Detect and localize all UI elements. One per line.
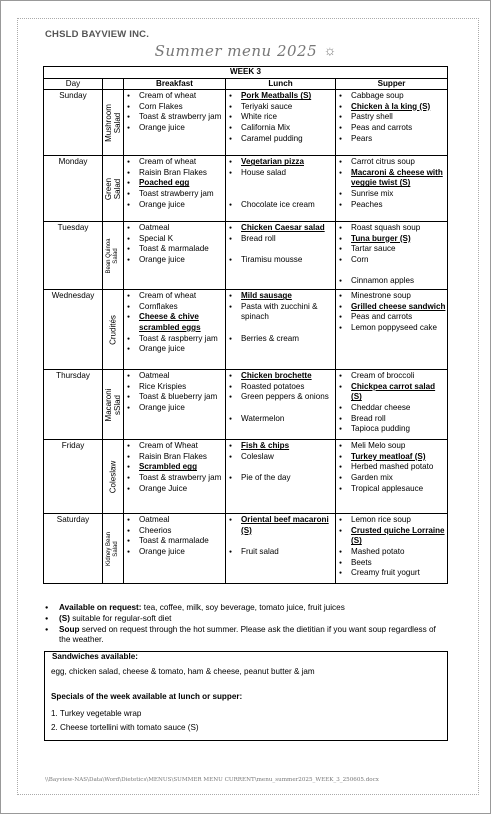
breakfast-item: ● Cream of Wheat bbox=[125, 441, 225, 452]
lunch-item: ● Roasted potatoes bbox=[227, 382, 335, 393]
day-name: Sunday bbox=[44, 90, 103, 156]
breakfast-item: ● Raisin Bran Flakes bbox=[125, 452, 225, 463]
supper-cell bbox=[336, 156, 448, 222]
breakfast-item: ● Orange juice bbox=[125, 344, 225, 355]
lunch-item: ● Coleslaw bbox=[227, 452, 335, 463]
supper-item: ● Beets bbox=[337, 558, 447, 569]
salad-of-day bbox=[109, 460, 118, 492]
lunch-item: ● Chocolate ice cream bbox=[227, 200, 335, 211]
lunch-item: ● Vegetarian pizza bbox=[227, 157, 335, 168]
menu-row-sunday bbox=[44, 90, 448, 156]
salad-line: Bean Quinoa bbox=[106, 238, 112, 274]
lunch-item: ● Fish & chips bbox=[227, 441, 335, 452]
breakfast-item: ● Oatmeal bbox=[125, 515, 225, 526]
salad-of-day bbox=[104, 388, 122, 421]
supper-item: ● Carrot citrus soup bbox=[337, 157, 447, 168]
supper-item: ● Garden mix bbox=[337, 473, 447, 484]
blank-line bbox=[227, 189, 335, 200]
supper-item: ● Tropical applesauce bbox=[337, 484, 447, 495]
day-name: Wednesday bbox=[44, 290, 103, 370]
salad-line: Macaroni bbox=[104, 388, 113, 422]
breakfast-cell bbox=[124, 222, 226, 290]
lunch-items bbox=[226, 370, 335, 424]
lunch-item: ● Teriyaki sauce bbox=[227, 102, 335, 113]
supper-items bbox=[336, 370, 447, 435]
breakfast-item: ● Toast & strawberry jam bbox=[125, 112, 225, 123]
day-name: Friday bbox=[44, 440, 103, 514]
lunch-item: ● California Mix bbox=[227, 123, 335, 134]
organization-name: CHSLD BAYVIEW INC. bbox=[45, 29, 150, 40]
col-supper: Supper bbox=[336, 78, 448, 90]
lunch-item: ● Bread roll bbox=[227, 234, 335, 245]
breakfast-item: ● Toast & marmalade bbox=[125, 536, 225, 547]
blank-line bbox=[227, 323, 335, 334]
salad-of-day bbox=[104, 178, 122, 200]
salad-cell bbox=[103, 514, 124, 584]
day-name: Saturday bbox=[44, 514, 103, 584]
salad-of-day bbox=[109, 315, 118, 345]
week-label: WEEK 3 bbox=[44, 67, 448, 79]
supper-item: ● Sunrise mix bbox=[337, 189, 447, 200]
lunch-items bbox=[226, 90, 335, 144]
breakfast-item: ● Cornflakes bbox=[125, 302, 225, 313]
breakfast-item: ● Toast & strawberry jam bbox=[125, 473, 225, 484]
salad-line: Mushroom bbox=[104, 103, 113, 142]
breakfast-item: ● Orange Juice bbox=[125, 484, 225, 495]
breakfast-items bbox=[124, 440, 225, 494]
sandwiches-title: Sandwiches available: bbox=[52, 652, 138, 661]
breakfast-cell bbox=[124, 514, 226, 584]
supper-item: ● Pears bbox=[337, 134, 447, 145]
supper-item: ● Cinnamon apples bbox=[337, 276, 447, 287]
col-breakfast: Breakfast bbox=[124, 78, 226, 90]
supper-items bbox=[336, 290, 447, 333]
breakfast-item: ● Cream of wheat bbox=[125, 157, 225, 168]
lunch-item: ● Fruit salad bbox=[227, 547, 335, 558]
supper-item: ● Cream of broccoli bbox=[337, 371, 447, 382]
supper-item: ● Lemon poppyseed cake bbox=[337, 323, 447, 334]
column-header-row bbox=[44, 78, 448, 90]
salad-line: Crudités bbox=[108, 314, 118, 345]
salad-line: Coleslaw bbox=[108, 460, 118, 493]
menu-row-monday bbox=[44, 156, 448, 222]
lunch-item: ● Pasta with zucchini & spinach bbox=[227, 302, 335, 323]
supper-items bbox=[336, 222, 447, 287]
lunch-item: ● Oriental beef macaroni (S) bbox=[227, 515, 335, 536]
supper-cell bbox=[336, 514, 448, 584]
supper-item: ● Meli Melo soup bbox=[337, 441, 447, 452]
breakfast-item: ● Scrambled egg bbox=[125, 462, 225, 473]
breakfast-item: ● Toast & marmalade bbox=[125, 244, 225, 255]
col-day: Day bbox=[44, 78, 103, 90]
menu-title: Summer menu 2025 bbox=[154, 42, 318, 60]
breakfast-item: ● Orange juice bbox=[125, 200, 225, 211]
breakfast-items bbox=[124, 222, 225, 265]
lunch-cell bbox=[226, 370, 336, 440]
supper-items bbox=[336, 90, 447, 144]
lunch-items bbox=[226, 222, 335, 265]
supper-item: ● Cabbage soup bbox=[337, 91, 447, 102]
lunch-item: ● Chicken brochette bbox=[227, 371, 335, 382]
lunch-cell bbox=[226, 440, 336, 514]
breakfast-item: ● Cheese & chive scrambled eggs bbox=[125, 312, 225, 333]
breakfast-item: ● Corn Flakes bbox=[125, 102, 225, 113]
supper-item: ● Chicken à la king (S) bbox=[337, 102, 447, 113]
week-header-row bbox=[44, 67, 448, 79]
supper-item: ● Herbed mashed potato bbox=[337, 462, 447, 473]
breakfast-item: ● Orange juice bbox=[125, 123, 225, 134]
lunch-item: ● Pie of the day bbox=[227, 473, 335, 484]
lunch-cell bbox=[226, 514, 336, 584]
breakfast-item: ● Special K bbox=[125, 234, 225, 245]
lunch-item: ● Tiramisu mousse bbox=[227, 255, 335, 266]
salad-line: sSlad bbox=[113, 394, 122, 415]
note-soup: ● Soup served on request through the hot summer. Please ask the dietitian if you want soup regardless of the weather. bbox=[44, 625, 448, 647]
blank-line bbox=[227, 536, 335, 547]
supper-item: ● Cheddar cheese bbox=[337, 403, 447, 414]
title-row bbox=[0, 42, 491, 61]
salad-cell bbox=[103, 222, 124, 290]
day-name: Tuesday bbox=[44, 222, 103, 290]
lunch-cell bbox=[226, 222, 336, 290]
lunch-cell bbox=[226, 156, 336, 222]
supper-item: ● Lemon rice soup bbox=[337, 515, 447, 526]
supper-items bbox=[336, 514, 447, 579]
menu-row-saturday bbox=[44, 514, 448, 584]
menu-row-thursday bbox=[44, 370, 448, 440]
supper-item: ● Turkey meatloaf (S) bbox=[337, 452, 447, 463]
supper-item: ● Minestrone soup bbox=[337, 291, 447, 302]
salad-line: Salad bbox=[113, 541, 119, 557]
supper-item: ● Macaroni & cheese with veggie twist (S) bbox=[337, 168, 447, 189]
supper-cell bbox=[336, 222, 448, 290]
supper-item: ● Peaches bbox=[337, 200, 447, 211]
salad-cell bbox=[103, 156, 124, 222]
breakfast-item: ● Raisin Bran Flakes bbox=[125, 168, 225, 179]
supper-item: ● Peas and carrots bbox=[337, 312, 447, 323]
salad-line: Kidney Bean bbox=[106, 531, 112, 566]
breakfast-item: ● Orange juice bbox=[125, 547, 225, 558]
lunch-items bbox=[226, 440, 335, 483]
menu-rows bbox=[44, 90, 448, 584]
salad-line: Salad bbox=[113, 112, 122, 133]
menu-row-wednesday bbox=[44, 290, 448, 370]
breakfast-item: ● Rice Krispies bbox=[125, 382, 225, 393]
lunch-item: ● Pork Meatballs (S) bbox=[227, 91, 335, 102]
lunch-item: ● House salad bbox=[227, 168, 335, 179]
breakfast-item: ● Poached egg bbox=[125, 178, 225, 189]
salad-line: Salad bbox=[113, 178, 122, 199]
salad-of-day bbox=[106, 238, 120, 273]
menu-row-friday bbox=[44, 440, 448, 514]
breakfast-item: ● Oatmeal bbox=[125, 223, 225, 234]
day-name: Monday bbox=[44, 156, 103, 222]
special-item-2: 2. Cheese tortellini with tomato sauce (S) bbox=[51, 723, 199, 732]
menu-row-tuesday bbox=[44, 222, 448, 290]
supper-item: ● Grilled cheese sandwich bbox=[337, 302, 447, 313]
sun-icon: ☼ bbox=[323, 42, 337, 58]
lunch-items bbox=[226, 290, 335, 344]
breakfast-cell bbox=[124, 440, 226, 514]
supper-item: ● Pastry shell bbox=[337, 112, 447, 123]
salad-cell bbox=[103, 440, 124, 514]
breakfast-items bbox=[124, 156, 225, 210]
lunch-item: ● Green peppers & onions bbox=[227, 392, 335, 403]
salad-of-day bbox=[104, 104, 122, 142]
supper-items bbox=[336, 440, 447, 494]
sandwiches-box bbox=[44, 651, 448, 741]
lunch-item: ● Chicken Caesar salad bbox=[227, 223, 335, 234]
lunch-cell bbox=[226, 290, 336, 370]
breakfast-item: ● Cheerios bbox=[125, 526, 225, 537]
breakfast-items bbox=[124, 370, 225, 413]
breakfast-item: ● Cream of wheat bbox=[125, 91, 225, 102]
supper-item: ● Tartar sauce bbox=[337, 244, 447, 255]
salad-line: Salad bbox=[113, 248, 119, 264]
lunch-item: ● White rice bbox=[227, 112, 335, 123]
lunch-item: ● Mild sausage bbox=[227, 291, 335, 302]
lunch-item: ● Berries & cream bbox=[227, 334, 335, 345]
breakfast-item: ● Toast strawberry jam bbox=[125, 189, 225, 200]
breakfast-item: ● Orange juice bbox=[125, 255, 225, 266]
breakfast-cell bbox=[124, 370, 226, 440]
supper-item: ● Corn bbox=[337, 255, 447, 266]
supper-item: ● Chickpea carrot salad (S) bbox=[337, 382, 447, 403]
supper-item: ● Peas and carrots bbox=[337, 123, 447, 134]
day-name: Thursday bbox=[44, 370, 103, 440]
lunch-cell bbox=[226, 90, 336, 156]
note-soft-diet: ● (S) suitable for regular-soft diet bbox=[44, 614, 448, 625]
file-path-footer: \\Bayview-NAS\Data\Word\Dietetics\MENUS\SUMMER MENU CURRENT\menu_summer2025_WEEK_3_250605.docx bbox=[45, 777, 379, 783]
blank-line bbox=[227, 244, 335, 255]
supper-cell bbox=[336, 370, 448, 440]
notes-list bbox=[44, 603, 448, 646]
breakfast-items bbox=[124, 290, 225, 355]
breakfast-items bbox=[124, 90, 225, 133]
blank-line bbox=[227, 178, 335, 189]
breakfast-item: ● Cream of wheat bbox=[125, 291, 225, 302]
supper-cell bbox=[336, 440, 448, 514]
breakfast-item: ● Oatmeal bbox=[125, 371, 225, 382]
supper-cell bbox=[336, 90, 448, 156]
special-item-1: 1. Turkey vegetable wrap bbox=[51, 709, 142, 718]
salad-cell bbox=[103, 370, 124, 440]
col-salad bbox=[103, 78, 124, 90]
specials-title: Specials of the week available at lunch or supper: bbox=[51, 692, 243, 701]
breakfast-item: ● Toast & raspberry jam bbox=[125, 334, 225, 345]
lunch-item: ● Watermelon bbox=[227, 414, 335, 425]
blank-line bbox=[227, 403, 335, 414]
blank-line bbox=[337, 266, 447, 277]
note-available: ● Available on request: tea, coffee, milk, soy beverage, tomato juice, fruit juices bbox=[44, 603, 448, 614]
salad-cell bbox=[103, 290, 124, 370]
breakfast-item: ● Toast & blueberry jam bbox=[125, 392, 225, 403]
supper-item: ● Mashed potato bbox=[337, 547, 447, 558]
breakfast-items bbox=[124, 514, 225, 557]
supper-cell bbox=[336, 290, 448, 370]
menu-table bbox=[43, 66, 448, 584]
breakfast-item: ● Orange juice bbox=[125, 403, 225, 414]
supper-item: ● Bread roll bbox=[337, 414, 447, 425]
salad-line: Green bbox=[104, 177, 113, 200]
supper-item: ● Creamy fruit yogurt bbox=[337, 568, 447, 579]
col-lunch: Lunch bbox=[226, 78, 336, 90]
sandwiches-list: egg, chicken salad, cheese & tomato, ham & cheese, peanut butter & jam bbox=[51, 667, 315, 676]
supper-items bbox=[336, 156, 447, 210]
salad-of-day bbox=[106, 532, 120, 566]
lunch-items bbox=[226, 156, 335, 210]
lunch-item: ● Caramel pudding bbox=[227, 134, 335, 145]
supper-item: ● Crusted quiche Lorraine (S) bbox=[337, 526, 447, 547]
blank-line bbox=[227, 462, 335, 473]
supper-item: ● Tapioca pudding bbox=[337, 424, 447, 435]
supper-item: ● Roast squash soup bbox=[337, 223, 447, 234]
breakfast-cell bbox=[124, 90, 226, 156]
breakfast-cell bbox=[124, 156, 226, 222]
breakfast-cell bbox=[124, 290, 226, 370]
supper-item: ● Tuna burger (S) bbox=[337, 234, 447, 245]
lunch-items bbox=[226, 514, 335, 557]
salad-cell bbox=[103, 90, 124, 156]
